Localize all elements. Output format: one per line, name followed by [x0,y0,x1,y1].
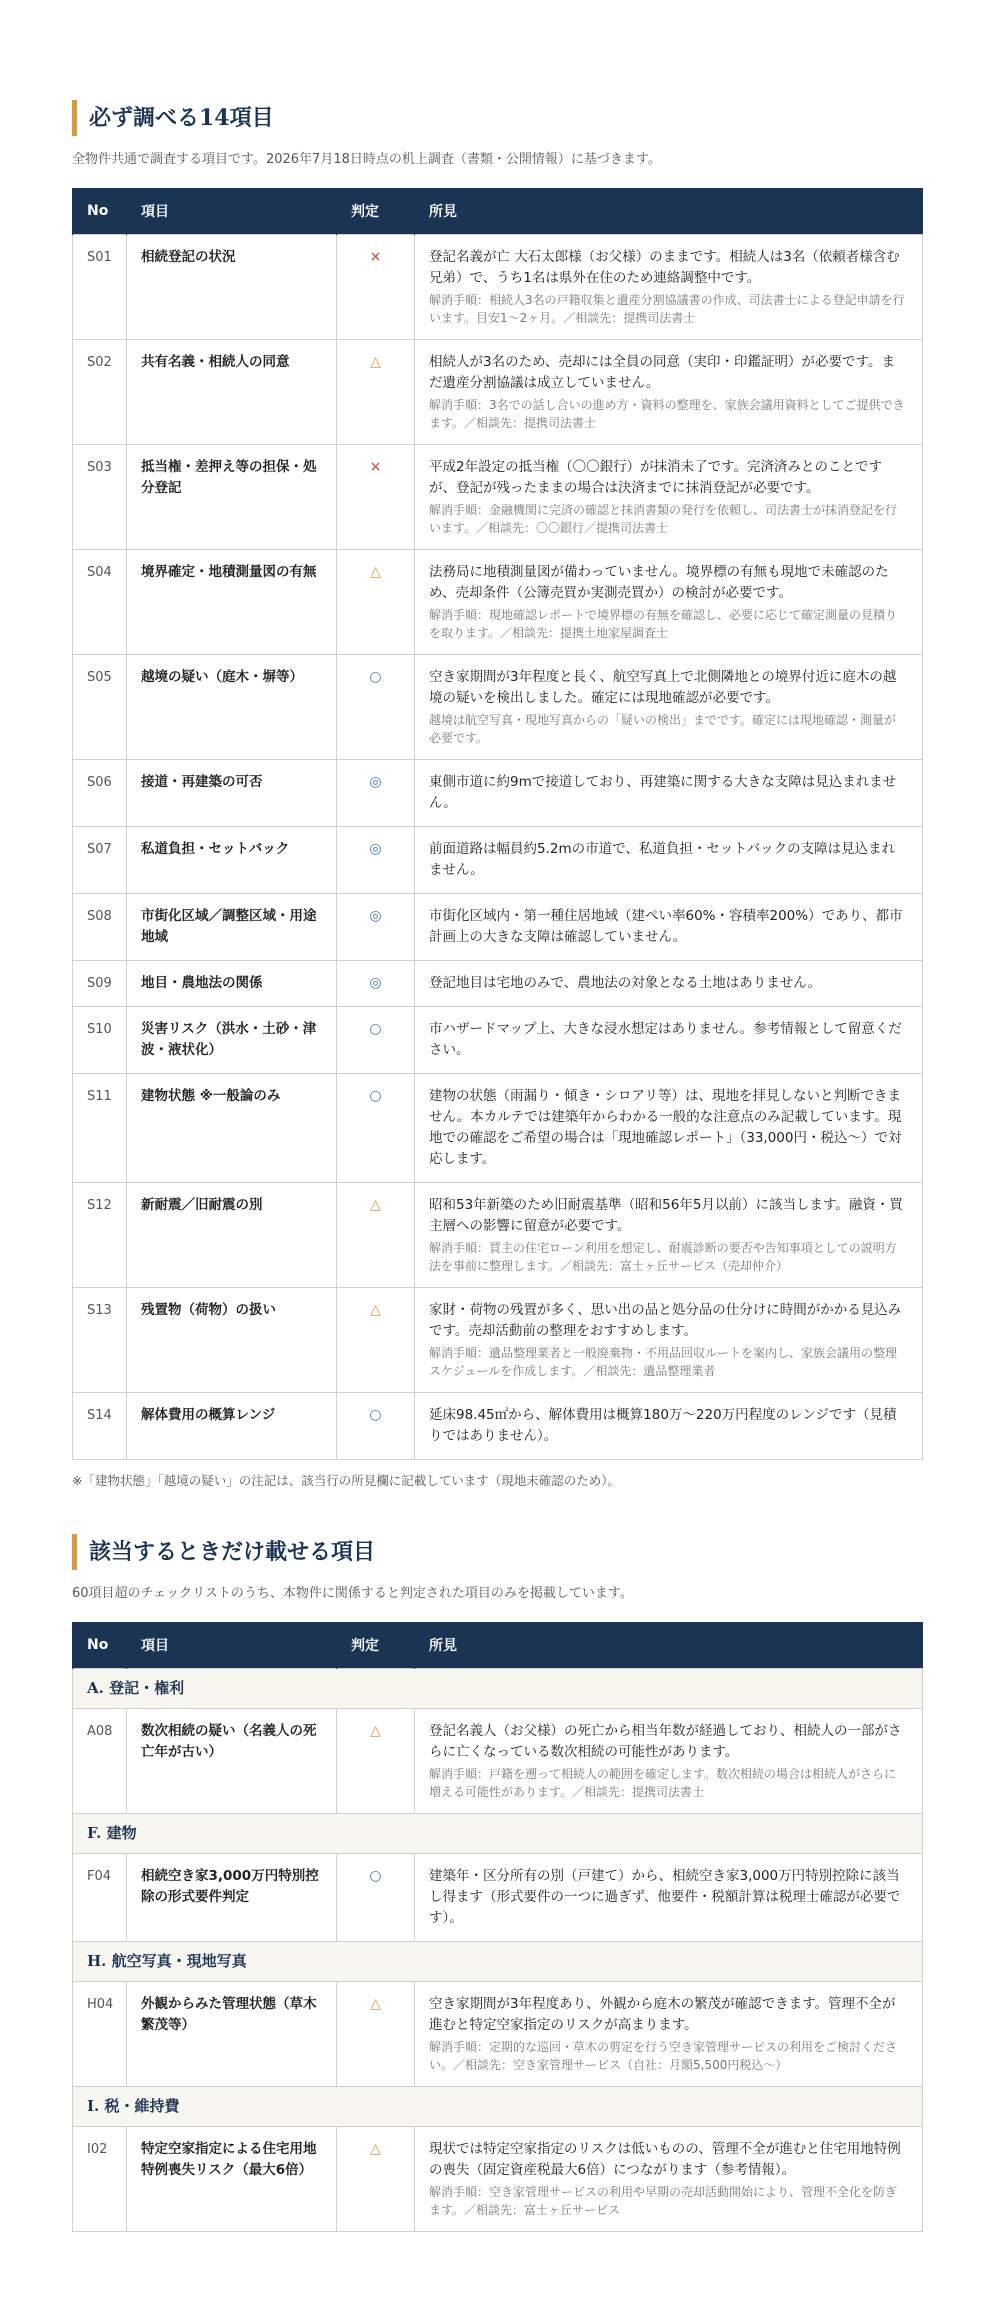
finding-main: 登記地目は宅地のみで、農地法の対象となる土地はありません。 [429,975,822,991]
finding-main: 空き家期間が3年程度あり、外観から庭木の繁茂が確認できます。管理不全が進むと特定空家指定のリスクが高まります。 [429,1996,896,2033]
header-item: 項目 [127,188,337,235]
judgement-mark: △ [370,354,381,370]
row-no: S12 [73,1183,127,1288]
conditional-items-body [73,1669,923,2232]
table-header-row [73,1622,923,1669]
table-row [73,1074,923,1183]
header-finding: 所見 [415,188,923,235]
row-no: S08 [73,894,127,961]
table-row [73,655,923,760]
required-items-table [72,188,923,1460]
finding-note: 解消手順：現地確認レポートで境界標の有無を確認し、必要に応じて確定測量の見積りを取ります。／相談先：提携土地家屋調査士 [429,608,898,640]
row-judgement [337,1183,415,1288]
row-judgement [337,1709,415,1814]
judgement-mark: × [369,249,382,265]
row-judgement [337,445,415,550]
judgement-mark: ○ [369,1021,382,1037]
finding-main: 東側市道に約9mで接道しており、再建築に関する大きな支障は見込まれません。 [429,774,897,811]
judgement-mark: △ [370,1723,381,1739]
table-header-row [73,188,923,235]
row-finding [415,1709,923,1814]
finding-note: 解消手順：遺品整理業者と一般廃棄物・不用品回収ルートを案内し、家族会議用の整理スケジュールを作成します。／相談先：遺品整理業者 [429,1346,898,1378]
section-desc-conditional: 60項目超のチェックリストのうち、本物件に関係すると判定された項目のみを掲載しています。 [72,1586,633,1601]
conditional-items-table [72,1622,923,2232]
finding-main: 延床98.45㎡から、解体費用は概算180万〜220万円程度のレンジです（見積りではありません）。 [429,1407,897,1444]
table-row [73,1288,923,1393]
judgement-mark: ○ [369,669,382,685]
finding-main: 建物の状態（雨漏り・傾き・シロアリ等）は、現地を拝見しないと判断できません。本カルテでは建築年からわかる一般的な注意点のみ記載しています。現地での確認をご希望の場合は「現地確認レポート」（33,000円・税込〜）で対応します。 [429,1088,902,1167]
finding-main: 市ハザードマップ上、大きな浸水想定はありません。参考情報として留意ください。 [429,1021,902,1058]
table-row [73,550,923,655]
judgement-mark: △ [370,1996,381,2012]
judgement-mark: × [369,459,382,475]
row-finding [415,1074,923,1183]
finding-note: 解消手順：空き家管理サービスの利用や早期の売却活動開始により、管理不全化を防ぎます。／相談先：富士ヶ丘サービス [429,2185,898,2217]
judgement-mark: ◎ [369,774,382,790]
row-finding [415,550,923,655]
category-label: A. 登記・権利 [73,1669,923,1709]
footnote: ※「建物状態」「越境の疑い」の注記は、該当行の所見欄に記載しています（現地未確認のため）。 [72,1473,620,1488]
row-finding [415,1183,923,1288]
finding-main: 平成2年設定の抵当権（〇〇銀行）が抹消未了です。完済済みとのことですが、登記が残ったままの場合は決済までに抹消登記が必要です。 [429,459,883,496]
row-finding [415,894,923,961]
row-judgement [337,961,415,1007]
row-finding [415,760,923,827]
row-item: 市街化区域／調整区域・用途地域 [127,894,337,961]
row-item: 接道・再建築の可否 [127,760,337,827]
row-finding [415,1288,923,1393]
finding-main: 登記名義が亡 大石太郎様（お父様）のままです。相続人は3名（依頼者様含む兄弟）で、うち1名は県外在住のため連絡調整中です。 [429,249,900,286]
table-row [73,961,923,1007]
row-finding [415,1982,923,2087]
header-finding: 所見 [415,1622,923,1669]
section-desc-required: 全物件共通で調査する項目です。2026年7月18日時点の机上調査（書類・公開情報）に基づきます。 [72,152,661,167]
section-title-conditional: 該当するときだけ載せる項目 [72,1534,922,1570]
row-item: 相続空き家3,000万円特別控除の形式要件判定 [127,1854,337,1942]
finding-note: 解消手順：3名での話し合いの進め方・資料の整理を、家族会議用資料としてご提供できます。／相談先：提携司法書士 [429,398,905,430]
finding-note: 解消手順：定期的な巡回・草木の剪定を行う空き家管理サービスの利用をご検討ください。／相談先：空き家管理サービス（自社：月額5,500円税込〜） [429,2040,898,2072]
row-item: 共有名義・相続人の同意 [127,340,337,445]
row-judgement [337,827,415,894]
row-judgement [337,1393,415,1460]
judgement-mark: △ [370,2141,381,2157]
row-no: S13 [73,1288,127,1393]
header-no: No [73,1622,127,1669]
category-label: H. 航空写真・現地写真 [73,1942,923,1982]
table-row [73,1007,923,1074]
row-no: H04 [73,1982,127,2087]
row-no: S01 [73,235,127,340]
row-judgement [337,760,415,827]
row-item: 越境の疑い（庭木・塀等） [127,655,337,760]
table-row [73,1183,923,1288]
row-finding [415,2127,923,2232]
judgement-mark: ◎ [369,841,382,857]
finding-main: 建築年・区分所有の別（戸建て）から、相続空き家3,000万円特別控除に該当し得ます（形式要件の一つに過ぎず、他要件・税額計算は税理士確認が必要です）。 [429,1868,901,1926]
category-label: I. 税・維持費 [73,2087,923,2127]
finding-main: 登記名義人（お父様）の死亡から相当年数が経過しており、相続人の一部がさらに亡くなっている数次相続の可能性があります。 [429,1723,902,1760]
table-row [73,1854,923,1942]
row-no: I02 [73,2127,127,2232]
row-item: 相続登記の状況 [127,235,337,340]
section-title-required: 必ず調べる14項目 [72,100,922,136]
row-item: 建物状態 ※一般論のみ [127,1074,337,1183]
row-finding [415,655,923,760]
row-no: S10 [73,1007,127,1074]
row-no: F04 [73,1854,127,1942]
required-items-body [73,235,923,1460]
category-label: F. 建物 [73,1814,923,1854]
row-item: 境界確定・地積測量図の有無 [127,550,337,655]
table-row [73,2127,923,2232]
row-finding [415,340,923,445]
table-row [73,1393,923,1460]
table-row [73,445,923,550]
table-row [73,1709,923,1814]
row-no: S11 [73,1074,127,1183]
row-item: 私道負担・セットバック [127,827,337,894]
row-finding [415,827,923,894]
header-mark: 判定 [337,188,415,235]
row-item: 外観からみた管理状態（草木繁茂等） [127,1982,337,2087]
row-judgement [337,550,415,655]
row-judgement [337,655,415,760]
row-no: A08 [73,1709,127,1814]
judgement-mark: △ [370,1197,381,1213]
row-finding [415,1854,923,1942]
judgement-mark: △ [370,564,381,580]
row-judgement [337,894,415,961]
row-finding [415,235,923,340]
row-judgement [337,1982,415,2087]
row-judgement [337,235,415,340]
row-no: S02 [73,340,127,445]
row-item: 特定空家指定による住宅用地特例喪失リスク（最大6倍） [127,2127,337,2232]
row-no: S14 [73,1393,127,1460]
judgement-mark: ○ [369,1868,382,1884]
finding-main: 現状では特定空家指定のリスクは低いものの、管理不全が進むと住宅用地特例の喪失（固定資産税最大6倍）につながります（参考情報）。 [429,2141,901,2178]
row-no: S09 [73,961,127,1007]
judgement-mark: ◎ [369,975,382,991]
row-judgement [337,1007,415,1074]
table-row [73,760,923,827]
table-row [73,235,923,340]
table-row [73,827,923,894]
finding-main: 法務局に地積測量図が備わっていません。境界標の有無も現地で未確認のため、売却条件（公簿売買か実測売買か）の検討が必要です。 [429,564,889,601]
row-item: 災害リスク（洪水・土砂・津波・液状化） [127,1007,337,1074]
row-item: 解体費用の概算レンジ [127,1393,337,1460]
finding-main: 相続人が3名のため、売却には全員の同意（実印・印鑑証明）が必要です。まだ遺産分割協議は成立していません。 [429,354,895,391]
header-no: No [73,188,127,235]
category-row [73,1942,923,1982]
row-item: 新耐震／旧耐震の別 [127,1183,337,1288]
table-row [73,1982,923,2087]
judgement-mark: △ [370,1302,381,1318]
category-row [73,1669,923,1709]
category-row [73,1814,923,1854]
row-finding [415,1007,923,1074]
row-item: 残置物（荷物）の扱い [127,1288,337,1393]
row-judgement [337,1288,415,1393]
row-no: S03 [73,445,127,550]
finding-main: 前面道路は幅員約5.2mの市道で、私道負担・セットバックの支障は見込まれません。 [429,841,896,878]
finding-note: 越境は航空写真・現地写真からの「疑いの検出」までです。確定には現地確認・測量が必要です。 [429,713,897,745]
finding-note: 解消手順：金融機関に完済の確認と抹消書類の発行を依頼し、司法書士が抹消登記を行います。／相談先：〇〇銀行／提携司法書士 [429,503,898,535]
row-finding [415,445,923,550]
finding-main: 空き家期間が3年程度と長く、航空写真上で北側隣地との境界付近に庭木の越境の疑いを検出しました。確定には現地確認が必要です。 [429,669,897,706]
header-mark: 判定 [337,1622,415,1669]
row-judgement [337,2127,415,2232]
table-row [73,894,923,961]
finding-main: 市街化区域内・第一種住居地域（建ぺい率60%・容積率200%）であり、都市計画上の大きな支障は確認していません。 [429,908,903,945]
row-judgement [337,340,415,445]
judgement-mark: ○ [369,1407,382,1423]
row-item: 地目・農地法の関係 [127,961,337,1007]
row-finding [415,961,923,1007]
header-item: 項目 [127,1622,337,1669]
row-no: S06 [73,760,127,827]
row-no: S04 [73,550,127,655]
row-finding [415,1393,923,1460]
category-row [73,2087,923,2127]
row-judgement [337,1074,415,1183]
row-no: S05 [73,655,127,760]
finding-note: 解消手順：相続人3名の戸籍収集と遺産分割協議書の作成、司法書士による登記申請を行います。目安1〜2ヶ月。／相談先：提携司法書士 [429,293,905,325]
row-item: 数次相続の疑い（名義人の死亡年が古い） [127,1709,337,1814]
judgement-mark: ◎ [369,908,382,924]
finding-note: 解消手順：戸籍を遡って相続人の範囲を確定します。数次相続の場合は相続人がさらに増える可能性があります。／相談先：提携司法書士 [429,1767,897,1799]
row-item: 抵当権・差押え等の担保・処分登記 [127,445,337,550]
finding-main: 家財・荷物の残置が多く、思い出の品と処分品の仕分けに時間がかかる見込みです。売却活動前の整理をおすすめします。 [429,1302,902,1339]
judgement-mark: ○ [369,1088,382,1104]
finding-main: 昭和53年新築のため旧耐震基準（昭和56年5月以前）に該当します。融資・買主層への影響に留意が必要です。 [429,1197,903,1234]
row-judgement [337,1854,415,1942]
finding-note: 解消手順：買主の住宅ローン利用を想定し、耐震診断の要否や告知事項としての説明方法を事前に整理します。／相談先：富士ヶ丘サービス（売却仲介） [429,1241,897,1273]
table-row [73,340,923,445]
row-no: S07 [73,827,127,894]
